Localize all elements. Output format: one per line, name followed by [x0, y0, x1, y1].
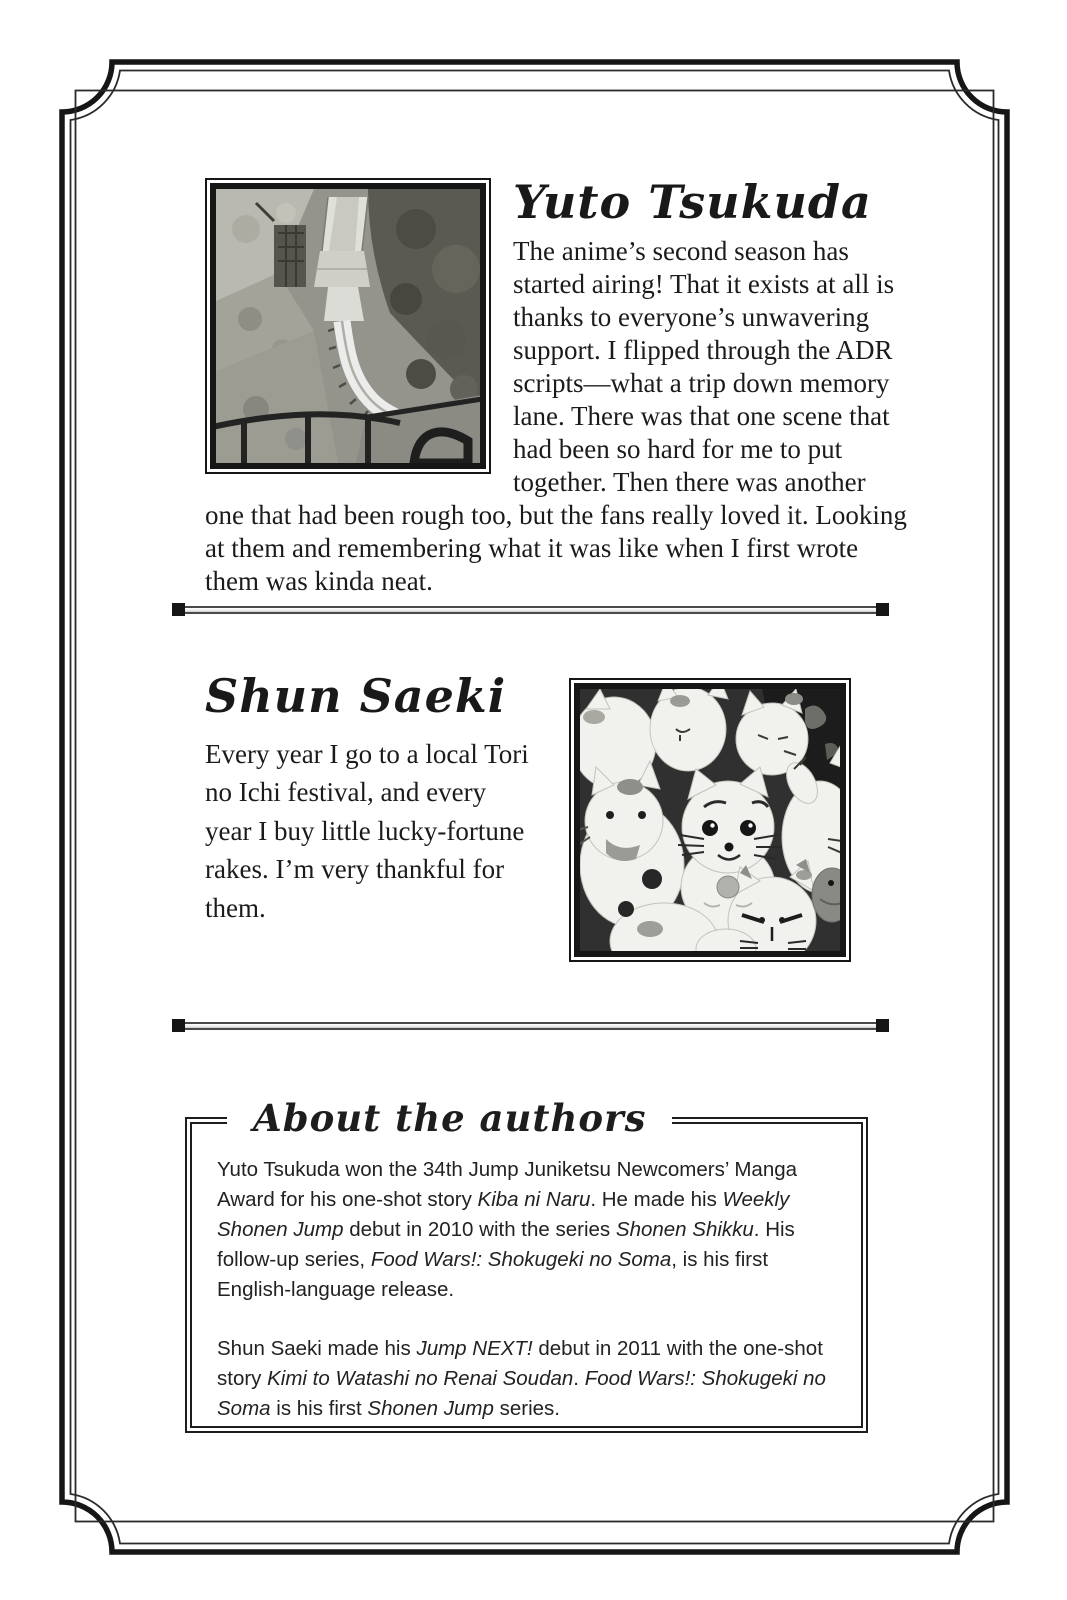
divider-end-square [172, 603, 185, 616]
author-section-tsukuda [205, 176, 907, 598]
author-bio-tsukuda: The anime’s second season has started airing! That it exists at all is thanks to everyone’s unwavering support. I flipped through the ADR scripts—what a trip down memory lane. There was that one scene that had been so hard for me to put together. Then there was another one that had been rough too, but the fans really loved it. Looking at them and remembering what it was like when I first wrote them was kinda neat. [205, 235, 907, 596]
section-divider-2 [172, 1019, 889, 1032]
divider-end-square [876, 603, 889, 616]
author-section-saeki [205, 668, 851, 962]
author-name-tsukuda: Yuto Tsukuda [513, 175, 872, 229]
divider-bar [185, 1022, 876, 1030]
section-divider-1 [172, 603, 889, 616]
divider-end-square [172, 1019, 185, 1032]
saeki-photo [569, 678, 851, 962]
about-paragraph-saeki: Shun Saeki made his Jump NEXT! debut in 2011 with the one-shot story Kimi to Watashi no Renai Soudan. Food Wars!: Shokugeki no Soma is his first Shonen Jump series. [217, 1337, 826, 1420]
tsukuda-photo [205, 178, 491, 474]
lucky-cat-photo-image [574, 683, 846, 957]
about-authors-body [187, 1119, 866, 1424]
divider-end-square [876, 1019, 889, 1032]
divider-bar [185, 606, 876, 614]
about-paragraph-tsukuda: Yuto Tsukuda won the 34th Jump Juniketsu Newcomers’ Manga Award for his one-shot story Kiba ni Naru. He made his Weekly Shonen Jump debut in 2010 with the series Shonen Shikku. His follow-up series, Food Wars!: Shokugeki no Soma, is his first English-language release. [217, 1158, 798, 1301]
author-bio-saeki: Every year I go to a local Tori no Ichi festival, and every year I buy little lucky-fortune rakes. I’m very thankful for them. [205, 738, 529, 923]
about-authors-title: About the authors [227, 1093, 672, 1143]
ski-jump-photo-image [210, 183, 486, 469]
about-authors-box [185, 1096, 868, 1433]
author-name-saeki: Shun Saeki [205, 669, 507, 723]
